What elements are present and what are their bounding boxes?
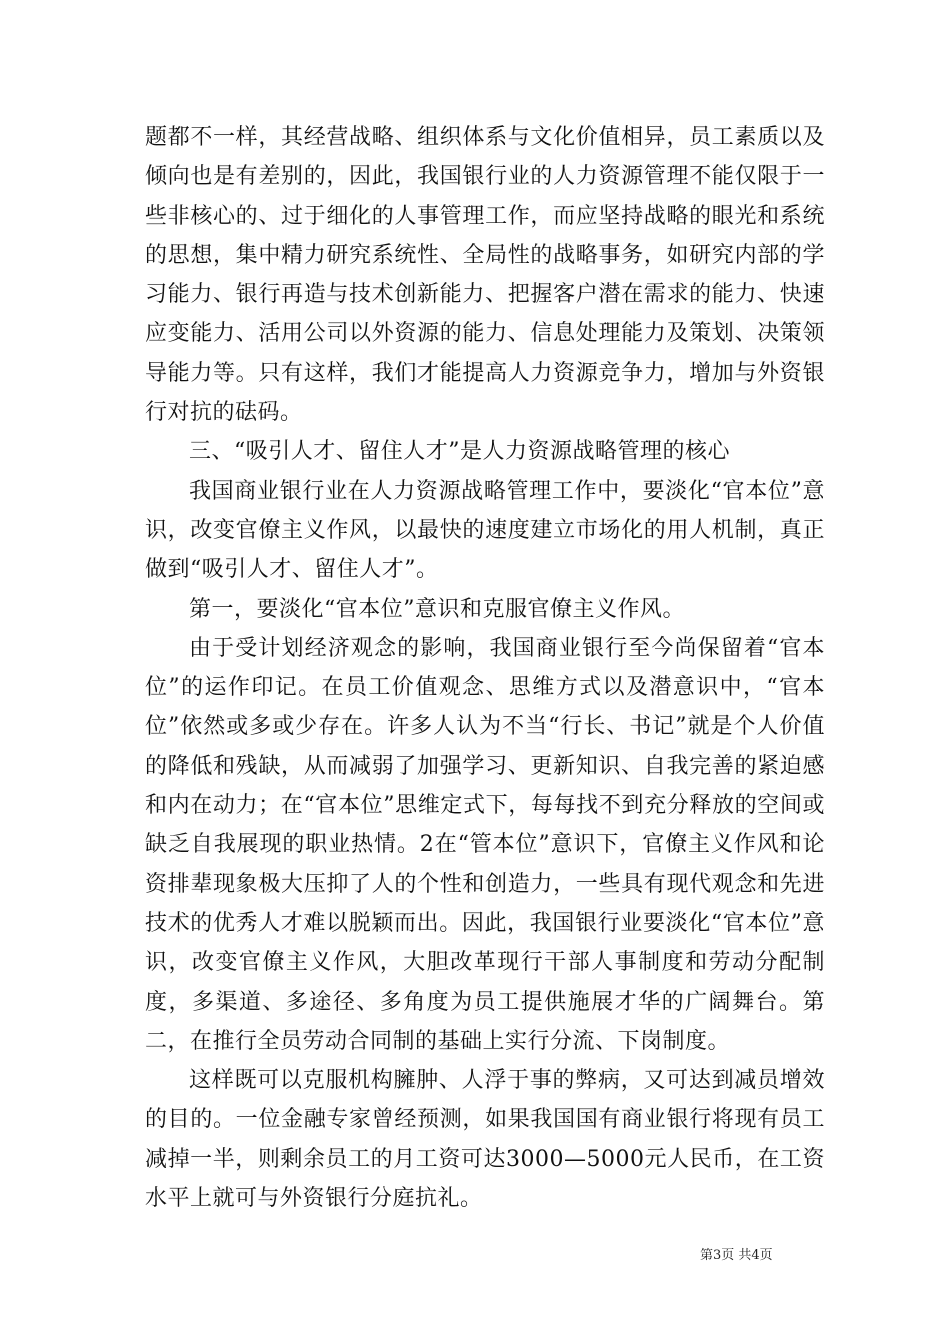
text-line: 题都不一样，其经营战略、组织体系与文化价值相异，员工素质以 (145, 125, 803, 150)
text-line: 员工减掉一半，则剩余员工的月工资可达3000—5000元人民币，在 (145, 1107, 825, 1172)
text-line: 国银行业要淡化“官本位”意识，改变官僚主义作风，大胆改革现 (145, 910, 825, 976)
page-number: 第3页 共4页 (700, 1248, 773, 1263)
text-line: 一些具有现代观念和先进技术的优秀人才难以脱颖而出。因此，我 (145, 871, 825, 936)
text-line: 内部的学习能力、银行再造与技术创新能力、把握客户潜在需求的 (145, 242, 825, 308)
text-line: 于一些非核心的、过于细化的人事管理工作，而应坚持战略的眼光 (145, 164, 825, 229)
section-heading (145, 432, 825, 471)
text-line: 这样既可以克服机构臃肿、人浮于事的弊病，又可达到减员增 (189, 1068, 803, 1094)
text-line: 由于受计划经济观念的影响，我国商业银行至今尚保留着“官 (189, 635, 803, 661)
text-line: 下，官僚主义作风和论资排辈现象极大压抑了人的个性和创造力， (145, 832, 825, 897)
text-line: “官本位”依然或多或少存在。许多人认为不当“行长、书记”就 (145, 675, 825, 740)
paragraph-continued (145, 118, 825, 432)
document-body (145, 118, 825, 1218)
text-line: 工资水平上就可与外资银行分庭抗礼。 (145, 1146, 825, 1212)
text-line: 效的目的。一位金融专家曾经预测，如果我国国有商业银行将现有 (145, 1068, 825, 1133)
text-line: 制，真正做到“吸引人才、留住人才”。 (145, 517, 825, 583)
paragraph (145, 629, 825, 1061)
text-line: 能力、快速应变能力、活用公司以外资源的能力、信息处理能力及 (145, 282, 825, 347)
text-line: 策划、决策领导能力等。只有这样，我们才能提高人力资源竞争力， (145, 321, 825, 386)
text-line: 是个人价值的降低和残缺，从而减弱了加强学习、更新知识、自我 (145, 714, 825, 779)
text-line: 提供施展才华的广阔舞台。第二，在推行全员劳动合同制的基础上 (145, 989, 825, 1054)
text-line: 及倾向也是有差别的，因此，我国银行业的人力资源管理不能仅限 (145, 125, 825, 190)
text-line: 我国商业银行业在人力资源战略管理工作中，要淡化“官本 (189, 478, 768, 504)
text-line: 和系统的思想，集中精力研究系统性、全局性的战略事务，如研究 (145, 203, 825, 268)
text-line: 本位”的运作印记。在员工价值观念、思维方式以及潜意识中， (145, 635, 825, 701)
paragraph (145, 590, 825, 629)
text-line: 实行分流、下岗制度。 (505, 1028, 731, 1054)
paragraph (145, 472, 825, 590)
text-line: 第一，要淡化“官本位”意识和克服官僚主义作风。 (189, 596, 685, 622)
paragraph (145, 1061, 825, 1218)
text-line: 完善的紧迫感和内在动力；在“官本位”思维定式下，每每找不到 (145, 753, 825, 819)
text-line: 增加与外资银行对抗的砝码。 (145, 360, 825, 426)
text-line: 位”意识，改变官僚主义作风，以最快的速度建立市场化的用人机 (145, 478, 826, 543)
text-line: 充分释放的空间或缺乏自我展现的职业热情。2在“管本位”意识 (145, 793, 825, 858)
text-line: 三、“吸引人才、留住人才”是人力资源战略管理的核心 (189, 439, 730, 465)
text-line: 行干部人事制度和劳动分配制度，多渠道、多途径、多角度为员工 (145, 950, 825, 1015)
